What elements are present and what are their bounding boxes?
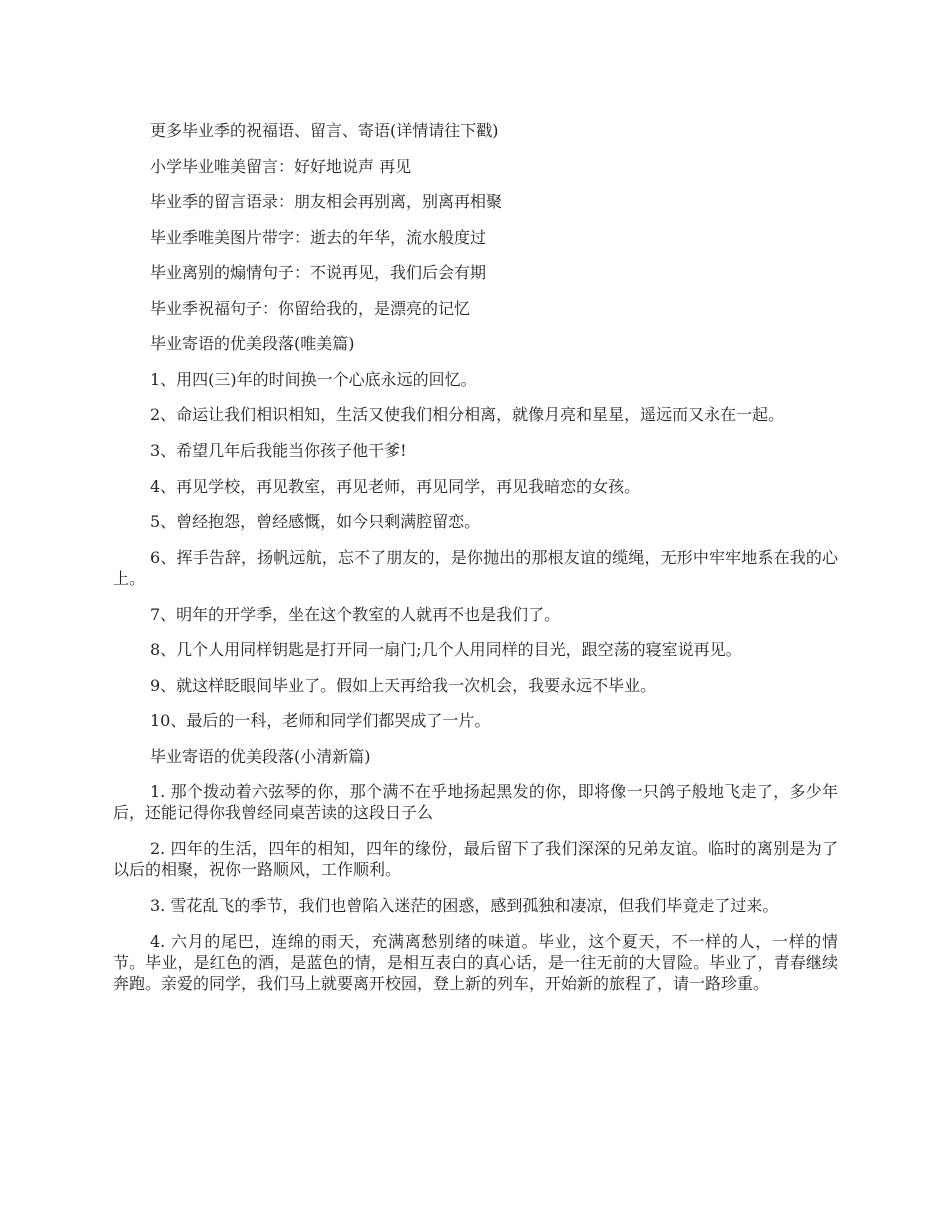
section-heading-beautiful: 毕业寄语的优美段落(唯美篇) [150,334,355,353]
link-blessing-sentences[interactable]: 毕业季祝福句子：你留给我的，是漂亮的记忆 [150,298,471,318]
list-item: 9、就这样眨眼间毕业了。假如上天再给我一次机会，我要永远不毕业。 [150,675,657,695]
link-graduation-images[interactable]: 毕业季唯美图片带字：逝去的年华，流水般度过 [150,227,487,247]
link-graduation-quotes[interactable]: 毕业季的留言语录：朋友相会再别离，别离再相聚 [150,192,503,211]
link-more-blessings[interactable]: 更多毕业季的祝福语、留言、寄语(详情请往下戳) [150,121,499,140]
list-item: 1. 那个拨动着六弦琴的你，那个满不在乎地扬起黑发的你，即将像一只鸽子般地飞走了，多少年后，还能记得你我曾经同桌苦读的这段日子么 [113,782,838,822]
list-item: 1、用四(三)年的时间换一个心底永远的回忆。 [150,369,477,389]
list-item: 3、希望几年后我能当你孩子他干爹! [150,441,407,460]
list-item: 8、几个人用同样钥匙是打开同一扇门;几个人用同样的目光，跟空荡的寝室说再见。 [150,640,742,659]
section-heading-fresh: 毕业寄语的优美段落(小清新篇) [150,746,371,766]
document-page [113,120,838,1009]
list-item: 6、挥手告辞，扬帆远航，忘不了朋友的，是你抛出的那根友谊的缆绳，无形中牢牢地系在我的心上。 [113,547,838,588]
list-item: 5、曾经抱怨，曾经感慨，如今只剩满腔留恋。 [150,512,481,531]
list-item: 2、命运让我们相识相知，生活又使我们相分相离，就像月亮和星星，遥远而又永在一起。 [150,405,785,424]
list-item: 10、最后的一科，老师和同学们都哭成了一片。 [150,711,491,730]
list-item: 7、明年的开学季，坐在这个教室的人就再不也是我们了。 [150,604,561,624]
list-item: 4、再见学校，再见教室，再见老师，再见同学，再见我暗恋的女孩。 [150,476,641,496]
list-item: 3. 雪花乱飞的季节，我们也曾陷入迷茫的困惑，感到孤独和凄凉，但我们毕竟走了过来。 [150,896,779,915]
link-farewell-sentences[interactable]: 毕业离别的煽情句子：不说再见，我们后会有期 [150,263,487,282]
list-item: 2. 四年的生活，四年的相知，四年的缘份，最后留下了我们深深的兄弟友谊。临时的离别是为了以后的相聚，祝你一路顺风，工作顺利。 [113,839,838,879]
list-item: 4. 六月的尾巴，连绵的雨天，充满离愁别绪的味道。毕业，这个夏天，不一样的人，一样的情节。毕业，是红色的酒，是蓝色的情，是相互表白的真心话，是一往无前的大冒险。毕业了，青春继续奔跑。亲爱的同学，我们马上就要离开校园，登上新的列车，开始新的旅程了，请一路珍重。 [113,932,838,993]
link-primary-school-messages[interactable]: 小学毕业唯美留言：好好地说声 再见 [150,156,412,176]
